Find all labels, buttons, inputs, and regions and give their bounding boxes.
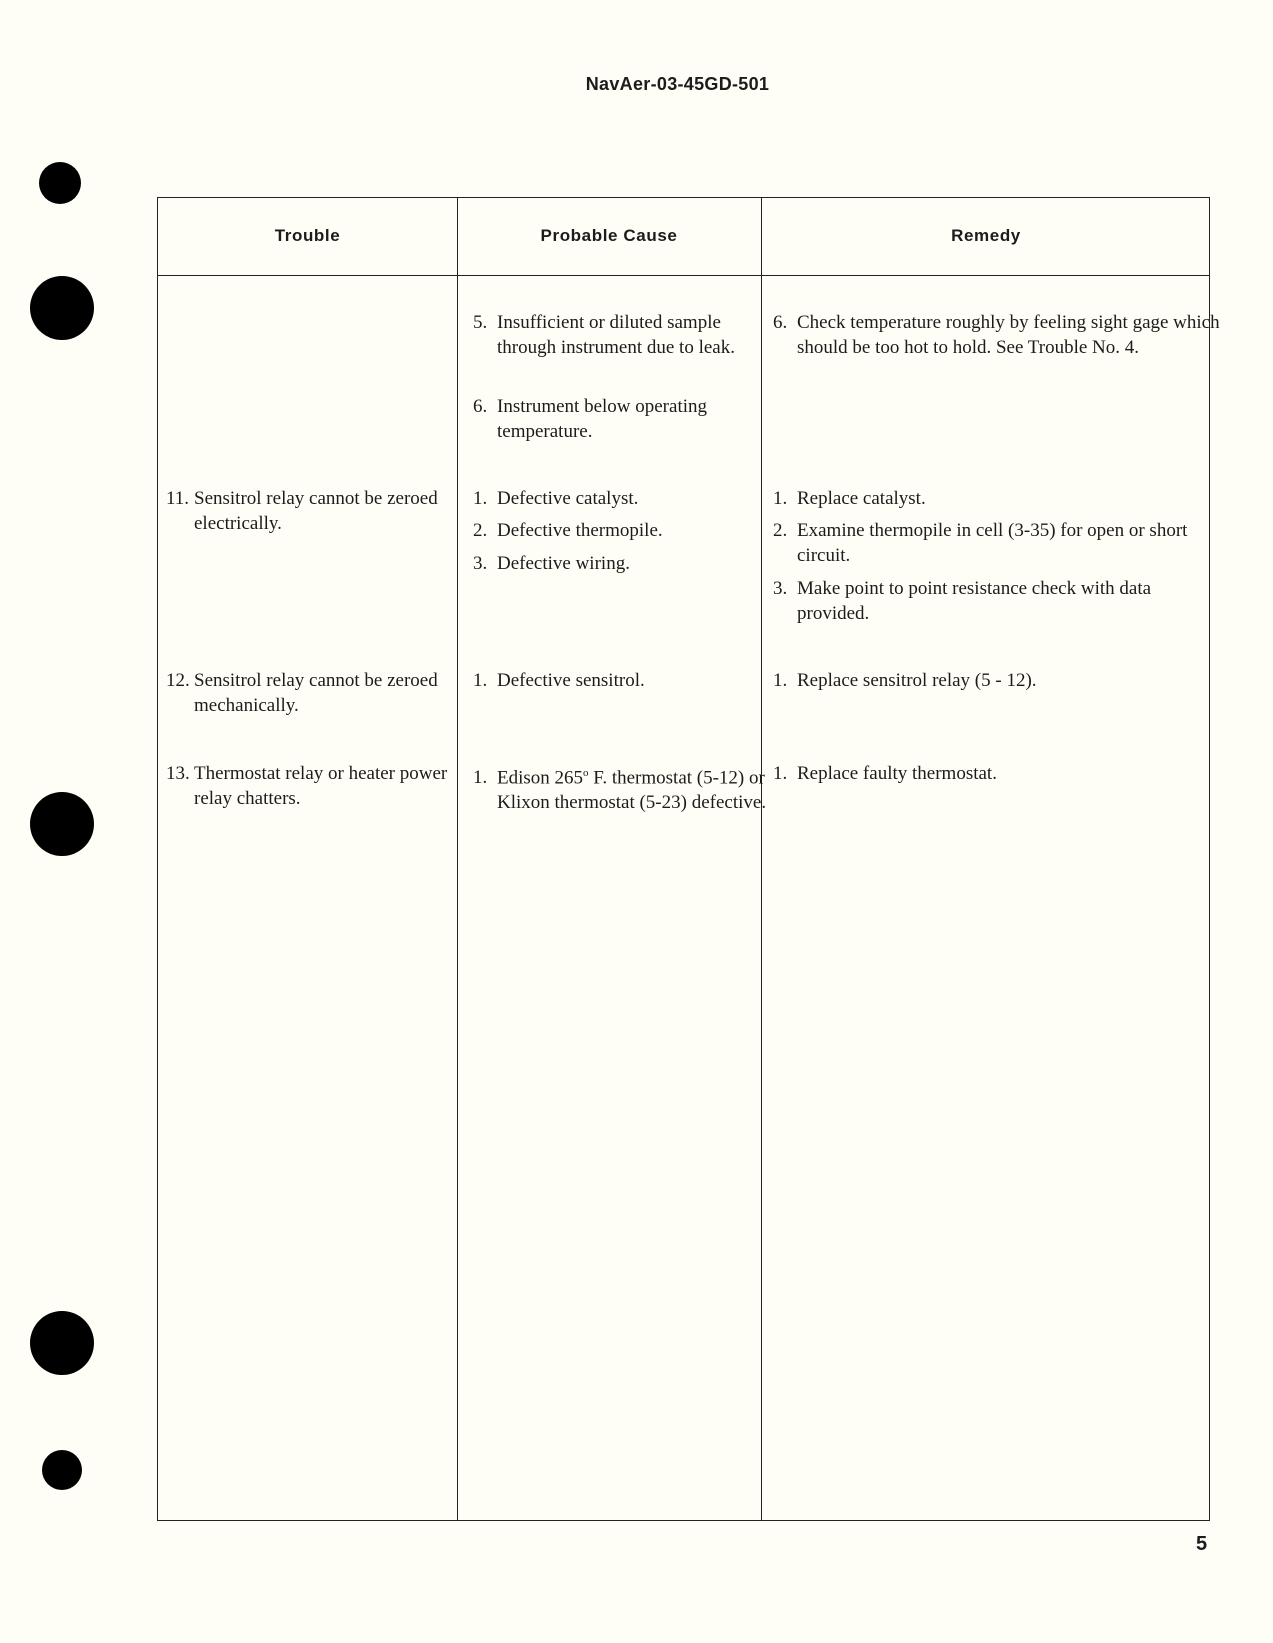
punch-hole — [39, 162, 81, 204]
column-header-trouble: Trouble — [274, 226, 341, 245]
column-header-cause: Probable Cause — [540, 226, 678, 245]
cause-item: 3. Defective wiring. — [473, 553, 630, 574]
trouble-item: 11. Sensitrol relay cannot be zeroed electrically. — [166, 488, 438, 534]
punch-hole — [30, 1311, 94, 1375]
column-divider — [457, 198, 458, 1520]
header-divider — [158, 275, 1209, 276]
cause-item: 1. Edison 265$^o$ F. thermostat (5-12) or Klixon thermostat (5-23) defective. — [473, 767, 767, 814]
punch-hole — [30, 276, 94, 340]
punch-hole — [42, 1450, 82, 1490]
punch-hole — [30, 792, 94, 856]
cause-item: 1. Defective sensitrol. — [473, 670, 645, 691]
trouble-item: 13. Thermostat relay or heater power relay chatters. — [166, 763, 448, 809]
cause-item: 6. Instrument below operating temperature. — [473, 396, 708, 442]
page-number: 5 — [1196, 1533, 1208, 1555]
remedy-item: 6. Check temperature roughly by feeling sight gage which should be too hot to hold. See Trouble No. 4. — [773, 312, 1220, 358]
remedy-item: 1. Replace faulty thermostat. — [773, 763, 997, 784]
cause-item: 5. Insufficient or diluted sample through instrument due to leak. — [473, 312, 735, 358]
remedy-item: 1. Replace catalyst. — [773, 488, 926, 509]
remedy-item: 1. Replace sensitrol relay (5 - 12). — [773, 670, 1037, 691]
trouble-item: 12. Sensitrol relay cannot be zeroed mechanically. — [166, 670, 438, 716]
troubleshooting-table — [157, 197, 1220, 1521]
column-header-remedy: Remedy — [951, 226, 1021, 245]
remedy-item: 2. Examine thermopile in cell (3-35) for open or short circuit. — [773, 520, 1188, 566]
cause-item: 2. Defective thermopile. — [473, 520, 663, 541]
remedy-item: 3. Make point to point resistance check with data provided. — [773, 578, 1152, 624]
cause-item: 1. Defective catalyst. — [473, 488, 639, 509]
document-number: NavAer-03-45GD-501 — [585, 74, 770, 94]
